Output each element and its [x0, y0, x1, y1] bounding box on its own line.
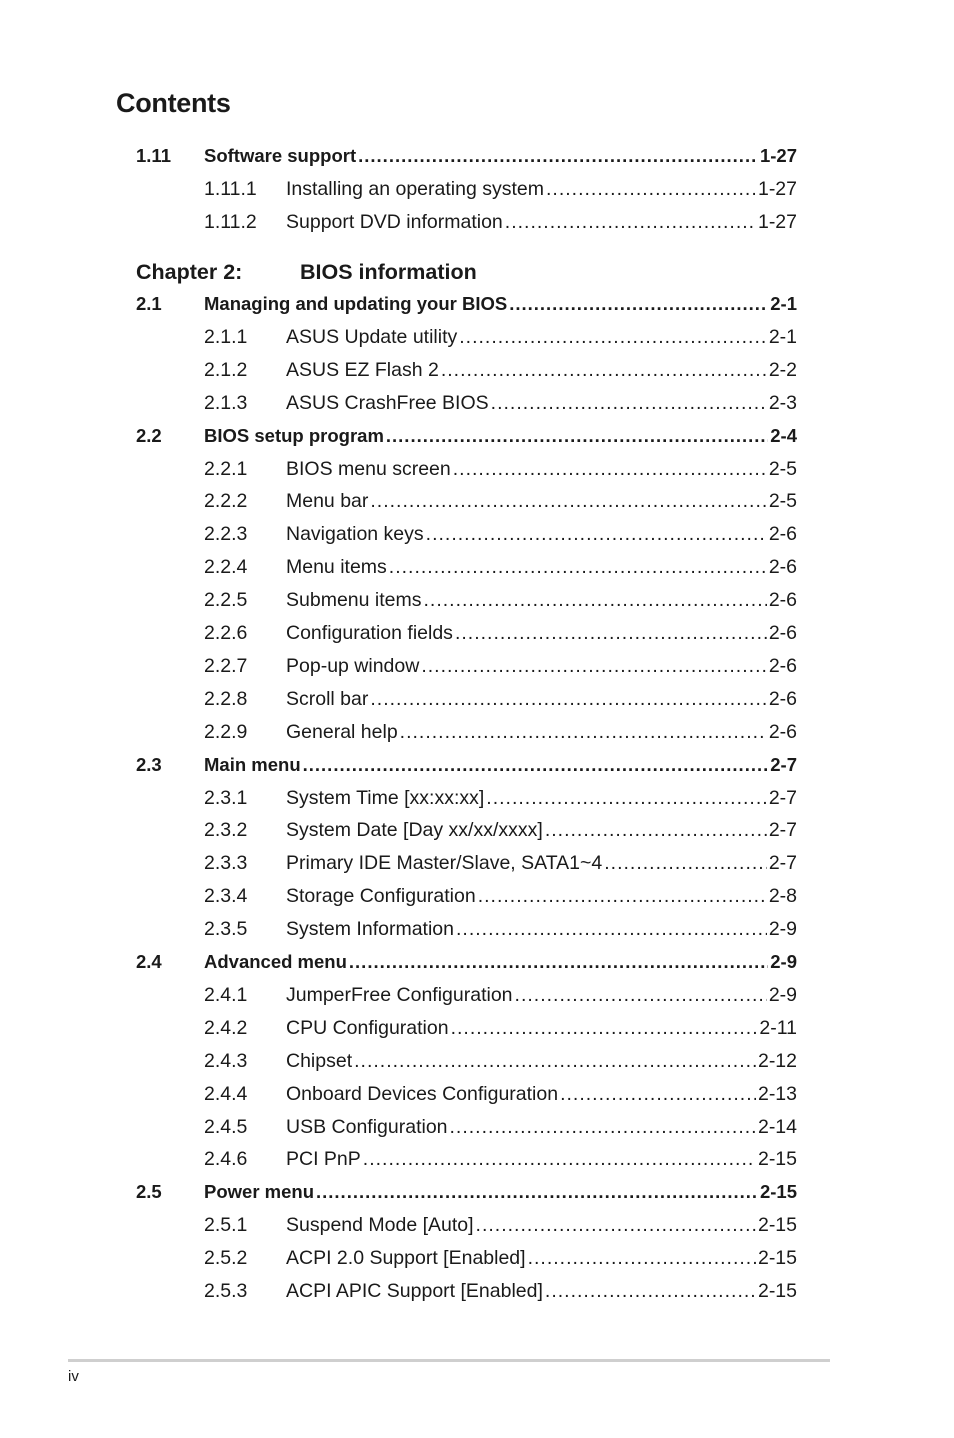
toc-leader-dots: [451, 1015, 758, 1041]
toc-label: Submenu items: [286, 589, 422, 611]
toc-subsection-row[interactable]: [0, 883, 954, 909]
toc-number: 2.2.5: [204, 589, 248, 611]
page-title: Contents: [116, 88, 231, 118]
toc-number: 2.3.1: [204, 787, 248, 809]
toc-page-number: 2-6: [768, 622, 797, 644]
toc-number: 2.4: [136, 951, 162, 972]
toc-page-number: 2-2: [768, 359, 797, 381]
toc-leader-dots: [453, 456, 767, 482]
toc-number: 2.2: [136, 425, 162, 446]
toc-leader-dots: [316, 1179, 758, 1205]
toc-label: ASUS CrashFree BIOS: [286, 392, 489, 414]
toc-section-row[interactable]: [0, 1179, 954, 1205]
toc-page-number: 2-15: [757, 1148, 797, 1170]
toc-label: ASUS Update utility: [286, 326, 458, 348]
toc-leader-dots: [358, 143, 758, 169]
toc-number: 2.5: [136, 1181, 162, 1202]
toc-page-number: 2-7: [768, 819, 797, 841]
toc-page-number: 2-15: [757, 1247, 797, 1269]
chapter-title: BIOS information: [300, 260, 477, 284]
page-number: iv: [68, 1368, 79, 1385]
toc-label: Configuration fields: [286, 622, 453, 644]
toc-page-number: 2-14: [757, 1116, 797, 1138]
toc-page-number: 2-6: [768, 523, 797, 545]
toc-subsection-row[interactable]: [0, 1245, 954, 1271]
toc-leader-dots: [505, 209, 756, 235]
toc-subsection-row[interactable]: [0, 620, 954, 646]
toc-label: Managing and updating your BIOS: [204, 293, 508, 314]
toc-leader-dots: [450, 1114, 756, 1140]
toc-label: Installing an operating system: [286, 178, 544, 200]
toc-number: 2.3.5: [204, 918, 248, 940]
toc-page-number: 2-12: [757, 1050, 797, 1072]
toc-number: 2.5.3: [204, 1280, 248, 1302]
toc-page-number: 2-7: [768, 787, 797, 809]
toc-number: 2.3.2: [204, 819, 248, 841]
toc-page-number: 1-27: [757, 211, 797, 233]
toc-subsection-row[interactable]: [0, 1114, 954, 1140]
toc-leader-dots: [515, 982, 767, 1008]
toc-subsection-row[interactable]: [0, 176, 954, 202]
toc-number: 2.2.3: [204, 523, 248, 545]
toc-number: 2.4.6: [204, 1148, 248, 1170]
toc-label: Primary IDE Master/Slave, SATA1~4: [286, 852, 603, 874]
toc-section-row[interactable]: [0, 143, 954, 169]
toc-page-number: 2-9: [768, 984, 797, 1006]
toc-label: Onboard Devices Configuration: [286, 1083, 559, 1105]
toc-number: 2.2.1: [204, 458, 248, 480]
toc-subsection-row[interactable]: [0, 357, 954, 383]
toc-label: Navigation keys: [286, 523, 424, 545]
toc-number: 1.11.1: [204, 178, 257, 200]
toc-subsection-row[interactable]: [0, 982, 954, 1008]
toc-leader-dots: [478, 883, 767, 909]
toc-leader-dots: [560, 1081, 756, 1107]
toc-label: System Information: [286, 918, 454, 940]
toc-leader-dots: [349, 949, 768, 975]
toc-subsection-row[interactable]: [0, 521, 954, 547]
toc-number: 2.2.7: [204, 655, 248, 677]
toc-page-number: 2-11: [759, 1017, 797, 1039]
toc-page-number: 2-6: [768, 556, 797, 578]
toc-label: BIOS setup program: [204, 425, 384, 446]
toc-subsection-row[interactable]: [0, 390, 954, 416]
toc-leader-dots: [528, 1245, 756, 1271]
toc-label: BIOS menu screen: [286, 458, 451, 480]
toc-leader-dots: [456, 916, 767, 942]
toc-page-number: 2-9: [768, 918, 797, 940]
toc-leader-dots: [386, 423, 768, 449]
toc-number: 2.5.2: [204, 1247, 248, 1269]
toc-page-number: 2-4: [770, 425, 797, 446]
toc-subsection-row[interactable]: [0, 1212, 954, 1238]
toc-label: Advanced menu: [204, 951, 347, 972]
toc-leader-dots: [455, 620, 767, 646]
toc-label: Support DVD information: [286, 211, 503, 233]
toc-label: Menu bar: [286, 490, 369, 512]
toc-leader-dots: [509, 291, 768, 317]
toc-page-number: 1-27: [759, 145, 797, 166]
toc-page-number: 2-6: [768, 589, 797, 611]
toc-leader-dots: [546, 176, 756, 202]
toc-leader-dots: [476, 1212, 756, 1238]
toc-leader-dots: [459, 324, 767, 350]
toc-number: 2.1.2: [204, 359, 248, 381]
toc-number: 2.3.3: [204, 852, 248, 874]
toc-subsection-row[interactable]: [0, 653, 954, 679]
toc-page-number: 2-9: [770, 951, 797, 972]
toc-page-number: 2-3: [768, 392, 797, 414]
toc-page-number: 2-7: [770, 754, 797, 775]
toc-leader-dots: [421, 653, 766, 679]
toc-page-number: 1-27: [757, 178, 797, 200]
toc-page-number: 2-13: [757, 1083, 797, 1105]
toc-label: Menu items: [286, 556, 387, 578]
chapter-label: Chapter 2:: [136, 260, 243, 284]
toc-leader-dots: [441, 357, 767, 383]
toc-subsection-row[interactable]: [0, 785, 954, 811]
toc-leader-dots: [303, 752, 769, 778]
toc-number: 2.2.4: [204, 556, 248, 578]
toc-subsection-row[interactable]: [0, 916, 954, 942]
toc-page-number: 2-15: [759, 1181, 797, 1202]
toc-number: 2.2.2: [204, 490, 248, 512]
footer-rule: [68, 1359, 830, 1362]
toc-subsection-row[interactable]: [0, 1278, 954, 1304]
toc-label: USB Configuration: [286, 1116, 448, 1138]
toc-label: Suspend Mode [Auto]: [286, 1214, 474, 1236]
toc-number: 2.3.4: [204, 885, 248, 907]
toc-label: Chipset: [286, 1050, 353, 1072]
toc-number: 2.1.1: [204, 326, 248, 348]
toc-label: ASUS EZ Flash 2: [286, 359, 439, 381]
toc-page-number: 2-15: [757, 1214, 797, 1236]
toc-label: CPU Configuration: [286, 1017, 449, 1039]
toc-number: 2.5.1: [204, 1214, 248, 1236]
toc-subsection-row[interactable]: [0, 817, 954, 843]
toc-leader-dots: [354, 1048, 756, 1074]
toc-page-number: 2-6: [768, 721, 797, 743]
toc-number: 2.2.9: [204, 721, 248, 743]
toc-page-number: 2-5: [768, 458, 797, 480]
toc-label: System Time [xx:xx:xx]: [286, 787, 485, 809]
toc-subsection-row[interactable]: [0, 686, 954, 712]
toc-subsection-row[interactable]: [0, 1015, 954, 1041]
toc-label: Software support: [204, 145, 357, 166]
toc-page-number: 2-5: [768, 490, 797, 512]
toc-leader-dots: [545, 1278, 756, 1304]
toc-subsection-row[interactable]: [0, 850, 954, 876]
toc-leader-dots: [604, 850, 767, 876]
toc-leader-dots: [491, 390, 767, 416]
toc-section-row[interactable]: [0, 949, 954, 975]
toc-number: 2.1: [136, 293, 162, 314]
toc-section-row[interactable]: [0, 423, 954, 449]
toc-section-row[interactable]: [0, 291, 954, 317]
toc-subsection-row[interactable]: [0, 456, 954, 482]
toc-label: General help: [286, 721, 398, 743]
toc-label: ACPI APIC Support [Enabled]: [286, 1280, 543, 1302]
toc-number: 2.4.2: [204, 1017, 248, 1039]
toc-leader-dots: [389, 554, 767, 580]
toc-leader-dots: [370, 686, 766, 712]
toc-label: Main menu: [204, 754, 301, 775]
toc-label: Storage Configuration: [286, 885, 476, 907]
toc-subsection-row[interactable]: [0, 209, 954, 235]
toc-number: 2.4.3: [204, 1050, 248, 1072]
toc-subsection-row[interactable]: [0, 1048, 954, 1074]
toc-subsection-row[interactable]: [0, 587, 954, 613]
toc-section-row[interactable]: [0, 752, 954, 778]
toc-leader-dots: [370, 488, 766, 514]
toc-number: 2.2.8: [204, 688, 248, 710]
toc-page-number: 2-8: [768, 885, 797, 907]
toc-leader-dots: [400, 719, 767, 745]
toc-subsection-row[interactable]: [0, 324, 954, 350]
toc-number: 1.11: [136, 145, 171, 166]
toc-subsection-row[interactable]: [0, 1146, 954, 1172]
toc-subsection-row[interactable]: [0, 554, 954, 580]
toc-number: 2.4.4: [204, 1083, 248, 1105]
toc-label: PCI PnP: [286, 1148, 361, 1170]
toc-number: 2.4.1: [204, 984, 248, 1006]
toc-page-number: 2-7: [768, 852, 797, 874]
toc-leader-dots: [423, 587, 766, 613]
toc-page-number: 2-6: [768, 655, 797, 677]
toc-label: Scroll bar: [286, 688, 369, 710]
toc-number: 1.11.2: [204, 211, 257, 233]
toc-label: Pop-up window: [286, 655, 420, 677]
toc-page-number: 2-1: [768, 326, 797, 348]
toc-page-number: 2-6: [768, 688, 797, 710]
toc-leader-dots: [486, 785, 767, 811]
toc-label: JumperFree Configuration: [286, 984, 513, 1006]
toc-subsection-row[interactable]: [0, 488, 954, 514]
toc-number: 2.2.6: [204, 622, 248, 644]
toc-number: 2.3: [136, 754, 162, 775]
toc-page-number: 2-1: [770, 293, 797, 314]
toc-subsection-row[interactable]: [0, 1081, 954, 1107]
toc-number: 2.4.5: [204, 1116, 248, 1138]
toc-label: System Date [Day xx/xx/xxxx]: [286, 819, 543, 841]
toc-page-number: 2-15: [757, 1280, 797, 1302]
toc-subsection-row[interactable]: [0, 719, 954, 745]
toc-leader-dots: [363, 1146, 756, 1172]
toc-leader-dots: [545, 817, 767, 843]
toc-leader-dots: [426, 521, 767, 547]
toc-label: ACPI 2.0 Support [Enabled]: [286, 1247, 526, 1269]
toc-label: Power menu: [204, 1181, 314, 1202]
toc-number: 2.1.3: [204, 392, 248, 414]
